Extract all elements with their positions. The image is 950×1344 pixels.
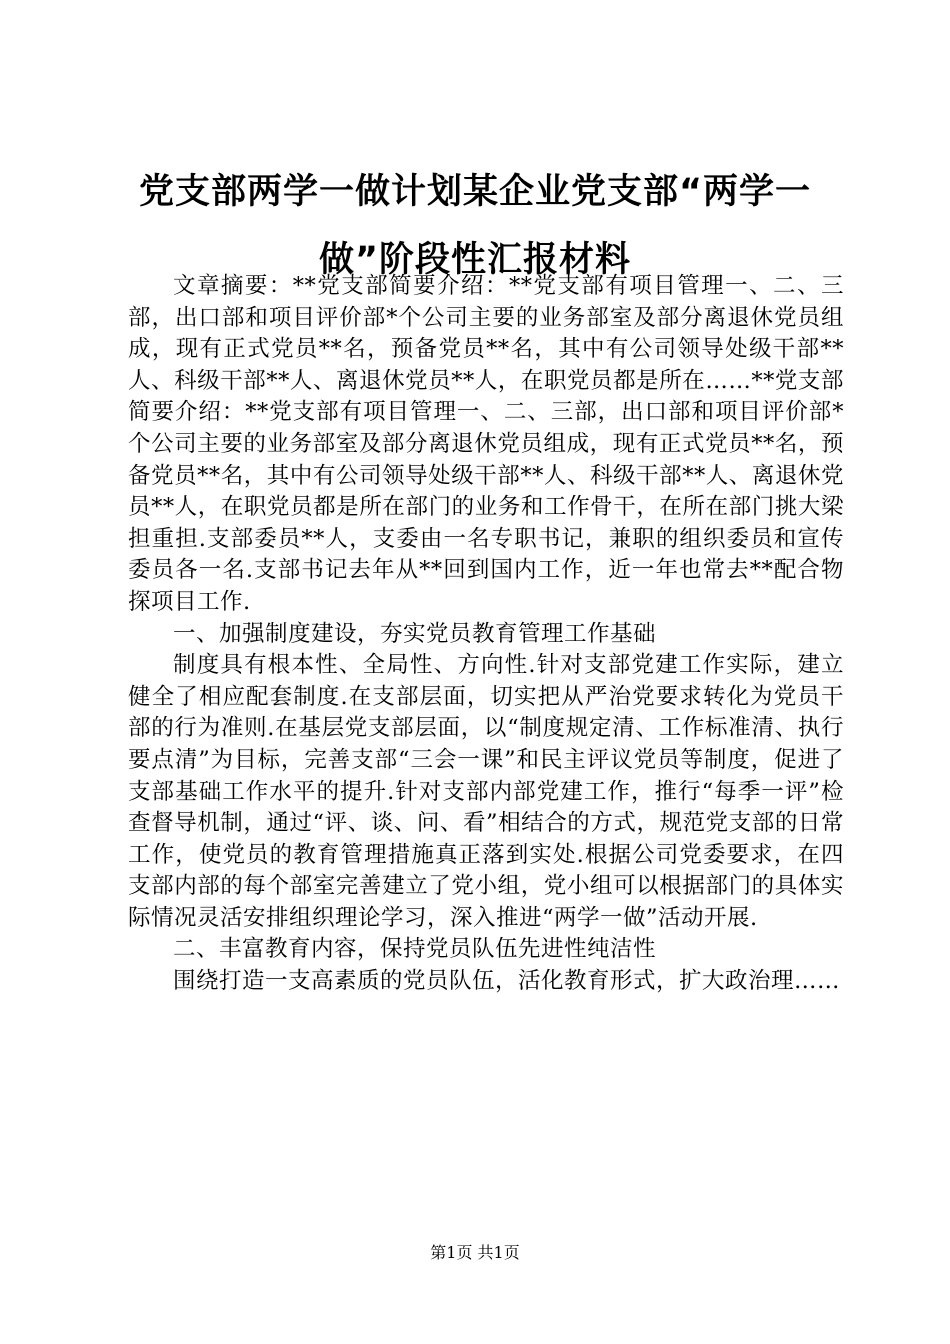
page-footer: 第1页 共1页 [430,1243,520,1262]
paragraph-summary: 文章摘要：**党支部简要介绍：**党支部有项目管理一、二、三部，出口部和项目评价部*个公司主要的业务部室及部分离退休党员组成，现有正式党员**名，预备党员**名，其中有公司领导处级干部**人、科级干部**人、离退休党员**人，在职党员都是所在……**党支部简要介绍：**党支部有项目管理一、二、三部，出口部和项目评价部*个公司主要的业务部室及部分离退休党员组成，现有正式党员**名，预备党员**名，其中有公司领导处级干部**人、科级干部**人、离退休党员**人，在职党员都是所在部门的业务和工作骨干，在所在部门挑大梁担重担.支部委员**人，支委由一名专职书记，兼职的组织委员和宣传委员各一名.支部书记去年从**回到国内工作，近一年也常去**配合物探项目工作. [128,273,844,615]
paragraph-section-2: 围绕打造一支高素质的党员队伍，活化教育形式，扩大政治理…… [173,968,841,995]
paragraph-section-1: 制度具有根本性、全局性、方向性.针对支部党建工作实际，建立健全了相应配套制度.在支部层面，切实把从严治党要求转化为党员干部的行为准则.在基层党支部层面，以“制度规定清、工作标准清、执行要点清”为目标，完善支部“三会一课”和民主评议党员等制度，促进了支部基础工作水平的提升.针对支部内部党建工作，推行“每季一评”检查督导机制，通过“评、谈、问、看”相结合的方式，规范党支部的日常工作，使党员的教育管理措施真正落到实处.根据公司党委要求，在四支部内部的每个部室完善建立了党小组，党小组可以根据部门的具体实际情况灵活安排组织理论学习，深入推进“两学一做”活动开展. [128,652,844,931]
section-heading-2: 二、丰富教育内容，保持党员队伍先进性纯洁性 [173,936,657,963]
document-body [128,271,844,998]
section-heading-1: 一、加强制度建设，夯实党员教育管理工作基础 [173,620,657,647]
document-title: 党支部两学一做计划某企业党支部“两学一做”阶段性汇报材料 [138,172,811,280]
